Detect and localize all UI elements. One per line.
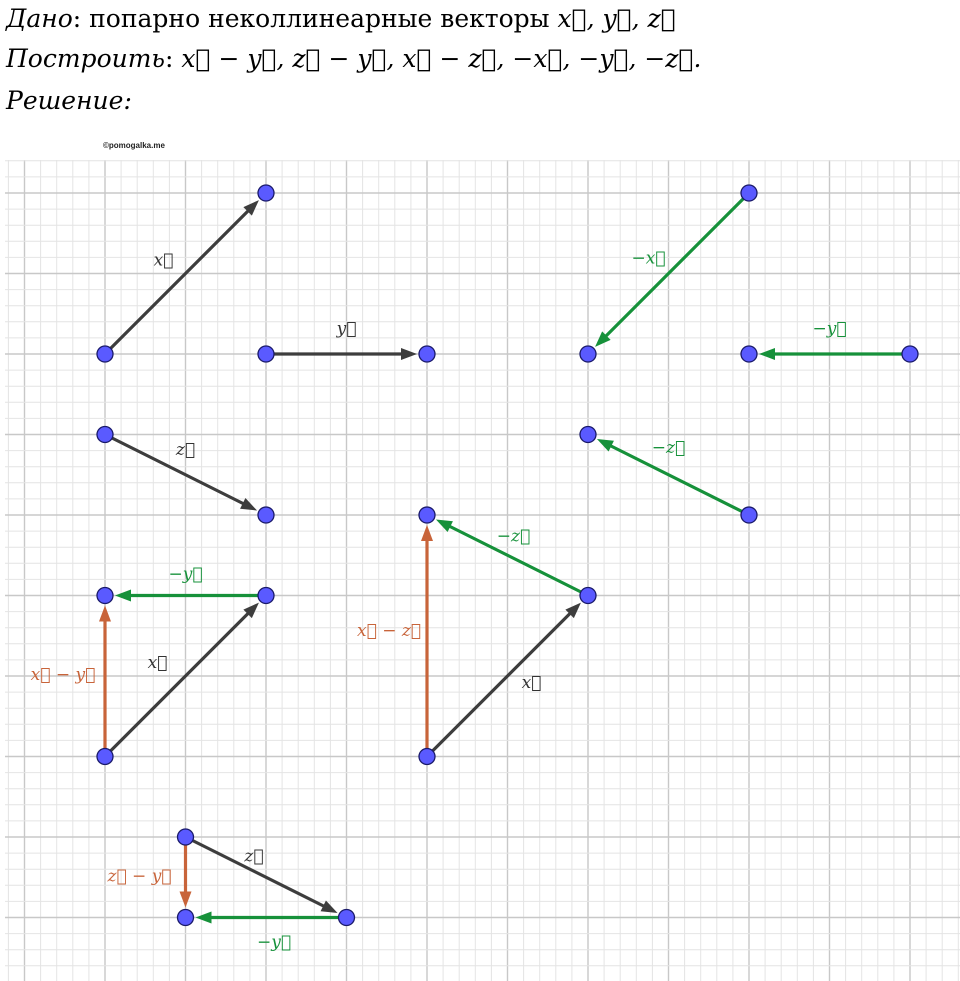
vector-label: x⃗ [153, 250, 174, 271]
point [178, 910, 194, 926]
point [339, 910, 355, 926]
vector-label: −z⃗ [651, 437, 686, 458]
point [258, 346, 274, 362]
vector-label: x⃗ − y⃗ [30, 665, 96, 685]
arrowhead [436, 519, 453, 532]
solution-line [6, 88, 132, 113]
point [741, 346, 757, 362]
vector-x-minus-y-x [105, 603, 259, 757]
vector-shaft [105, 435, 243, 504]
arrowhead [421, 525, 433, 541]
vector-label: z⃗ [244, 846, 264, 867]
vector-shaft [427, 614, 570, 757]
vector-shaft [105, 614, 248, 757]
arrowhead [196, 912, 212, 924]
vector-label: z⃗ [175, 439, 196, 460]
point [97, 427, 113, 443]
point [580, 427, 596, 443]
grid [5, 160, 960, 981]
point [97, 588, 113, 604]
point [902, 346, 918, 362]
given-label: Дано [6, 4, 73, 33]
point [741, 507, 757, 523]
vector-label: −z⃗ [496, 526, 531, 547]
point [741, 185, 757, 201]
vector-label: x⃗ [147, 653, 168, 673]
arrowhead [180, 892, 192, 908]
vector-label: −y⃗ [812, 319, 847, 339]
point [258, 588, 274, 604]
point [178, 829, 194, 845]
point [419, 346, 435, 362]
vector-shaft [105, 211, 248, 354]
watermark: ©pomogalka.me [103, 141, 165, 150]
vector-x-minus-z-result [421, 525, 433, 757]
point [258, 507, 274, 523]
point [97, 346, 113, 362]
vector-label: x⃗ − z⃗ [357, 620, 421, 641]
vector-x [105, 200, 259, 354]
vector-grid-figure [0, 160, 960, 981]
arrowhead [99, 606, 111, 622]
arrowhead [759, 348, 775, 360]
vector-z-minus-y-result [180, 837, 192, 908]
point [419, 507, 435, 523]
point [580, 346, 596, 362]
vector-label: x⃗ [521, 673, 542, 693]
point [97, 749, 113, 765]
vector-label: −x⃗ [631, 248, 666, 269]
point [419, 749, 435, 765]
construct-line [6, 46, 701, 71]
arrowhead [401, 348, 417, 360]
given-line [6, 6, 676, 31]
vector-shaft [606, 193, 749, 336]
arrowhead [321, 901, 338, 914]
construct-label: Построить [6, 44, 166, 73]
arrowhead [115, 590, 131, 602]
vector-label: −y⃗ [256, 932, 292, 953]
vectors-layer [99, 193, 910, 924]
given-vectors: x⃗, y⃗, z⃗ [557, 4, 676, 33]
point [258, 185, 274, 201]
vector-label: y⃗ [336, 319, 357, 339]
point [580, 588, 596, 604]
vector-x-minus-z-x [427, 603, 581, 757]
arrowhead [240, 498, 257, 511]
vector-label: −y⃗ [168, 564, 203, 585]
vector-label: z⃗ − y⃗ [107, 866, 172, 887]
construct-text: : [165, 44, 182, 73]
solution-label: Решение: [6, 86, 132, 115]
vector-neg-x [595, 193, 749, 347]
construct-vectors: x⃗ − y⃗, z⃗ − y⃗, x⃗ − z⃗, −x⃗, −y⃗, −z⃗. [181, 44, 702, 73]
given-text: : попарно неколлинеарные векторы [72, 4, 558, 33]
arrowhead [597, 439, 614, 452]
